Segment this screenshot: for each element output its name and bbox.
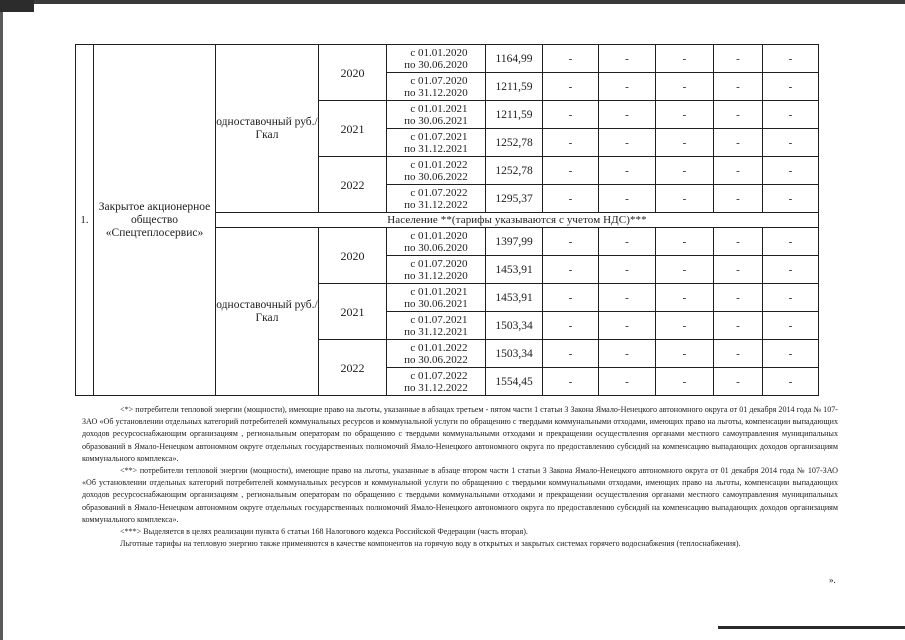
dash-cell: - (714, 312, 763, 340)
tariff-value: 1397,99 (486, 228, 543, 256)
period-to: по 30.06.2020 (404, 241, 468, 254)
period-cell (387, 284, 486, 312)
period-cell (387, 101, 486, 129)
tariff-value: 1503,34 (486, 312, 543, 340)
period-cell (387, 228, 486, 256)
period-to: по 31.12.2022 (404, 381, 468, 394)
period-to: по 30.06.2022 (404, 170, 468, 183)
dash-cell: - (714, 73, 763, 101)
dash-cell: - (763, 73, 819, 101)
tariff-unit: одноставочный руб./Гкал (216, 228, 319, 396)
dash-cell: - (656, 228, 714, 256)
tariff-value: 1295,37 (486, 185, 543, 213)
period-cell (387, 312, 486, 340)
period-to: по 31.12.2020 (404, 269, 468, 282)
tariff-table (75, 44, 819, 396)
dash-cell: - (763, 45, 819, 73)
dash-cell: - (714, 101, 763, 129)
dash-cell: - (599, 129, 656, 157)
period-from: с 01.01.2021 (410, 285, 468, 298)
table-row (76, 45, 819, 73)
dash-cell: - (543, 312, 599, 340)
period-from: с 01.07.2021 (410, 313, 468, 326)
tariff-unit: одноставочный руб./Гкал (216, 45, 319, 213)
tariff-value: 1503,34 (486, 340, 543, 368)
tariff-value: 1453,91 (486, 284, 543, 312)
dash-cell: - (763, 312, 819, 340)
scan-corner-mark (0, 0, 34, 12)
period-from: с 01.07.2020 (410, 257, 468, 270)
tariff-table-body (76, 45, 819, 396)
scan-bottom-mark (718, 626, 905, 629)
dash-cell: - (543, 284, 599, 312)
dash-cell: - (599, 312, 656, 340)
period-cell (387, 129, 486, 157)
dash-cell: - (763, 101, 819, 129)
tariff-value: 1164,99 (486, 45, 543, 73)
period-from: с 01.01.2022 (410, 158, 468, 171)
footnote-1: <*> потребители тепловой энергии (мощности), имеющие право на льготы, указанные в абзацах третьем - пятом части 1 статьи 3 Закона Ямало-Ненецкого автономного округа от 01 декабря 2014 года № 107-ЗАО «Об установлении отдельных категорий потребителей коммунальных ресурсов и коммунальной услуги по обращению с твердыми коммунальными отходами, имеющих право на льготы, компенсации выпадающих доходов ресурсоснабжающим организациям , региональным операторам по обращению с твердыми коммунальными отходами и прекращении осуществления органами местного самоуправления муниципальных образований в Ямало-Ненецком автономном округе отдельных государственных полномочий Ямало-Ненецкого автономного округа по предоставлению субсидий на компенсацию выпадающих доходов организациям коммунального комплекса». (82, 405, 838, 463)
period-cell (387, 340, 486, 368)
dash-cell: - (656, 340, 714, 368)
year-cell: 2022 (319, 157, 387, 213)
dash-cell: - (599, 101, 656, 129)
period-to: по 30.06.2021 (404, 114, 468, 127)
dash-cell: - (656, 157, 714, 185)
period-cell (387, 73, 486, 101)
period-to: по 30.06.2020 (404, 58, 468, 71)
dash-cell: - (543, 228, 599, 256)
dash-cell: - (599, 157, 656, 185)
dash-cell: - (656, 129, 714, 157)
organization-name: Закрытое акционерное общество «Спецтеплосервис» (94, 45, 216, 396)
period-to: по 31.12.2021 (404, 325, 468, 338)
period-cell (387, 256, 486, 284)
scan-left-edge (0, 0, 3, 640)
dash-cell: - (543, 368, 599, 396)
dash-cell: - (656, 284, 714, 312)
period-to: по 30.06.2021 (404, 297, 468, 310)
dash-cell: - (763, 228, 819, 256)
tariff-value: 1252,78 (486, 157, 543, 185)
dash-cell: - (714, 256, 763, 284)
footnote-2: <**> потребители тепловой энергии (мощности), имеющие право на льготы, указанные в абзаце втором части 1 статьи 3 Закона Ямало-Ненецкого автономного округа от 01 декабря 2014 года № 107-ЗАО «Об установлении отдельных категорий потребителей коммунальных ресурсов и коммунальной услуги по обращению с твердыми коммунальными отходами, имеющих право на льготы, компенсации выпадающих доходов ресурсоснабжающим организациям , региональным операторам по обращению с твердыми коммунальными отходами и прекращении осуществления органами местного самоуправления муниципальных образований в Ямало-Ненецком автономном округе отдельных государственных полномочий Ямало-Ненецкого автономного округа по предоставлению субсидий на компенсацию выпадающих доходов организациям коммунального комплекса». (82, 466, 838, 524)
dash-cell: - (656, 368, 714, 396)
dash-cell: - (763, 368, 819, 396)
population-header: Население **(тарифы указываются с учетом НДС)*** (216, 213, 819, 228)
dash-cell: - (599, 228, 656, 256)
period-from: с 01.07.2022 (410, 186, 468, 199)
year-cell: 2020 (319, 45, 387, 101)
period-to: по 31.12.2020 (404, 86, 468, 99)
period-from: с 01.07.2021 (410, 130, 468, 143)
tariff-value: 1211,59 (486, 73, 543, 101)
footnote-3: <***> Выделяется в целях реализации пункта 6 статьи 168 Налогового кодекса Российской Федерации (часть вторая). (120, 527, 528, 537)
dash-cell: - (656, 45, 714, 73)
year-cell: 2022 (319, 340, 387, 396)
tariff-value: 1252,78 (486, 129, 543, 157)
dash-cell: - (714, 185, 763, 213)
dash-cell: - (543, 129, 599, 157)
dash-cell: - (656, 101, 714, 129)
dash-cell: - (714, 45, 763, 73)
period-from: с 01.01.2022 (410, 341, 468, 354)
period-from: с 01.01.2021 (410, 102, 468, 115)
dash-cell: - (656, 256, 714, 284)
dash-cell: - (763, 256, 819, 284)
dash-cell: - (599, 256, 656, 284)
tariff-value: 1453,91 (486, 256, 543, 284)
dash-cell: - (543, 45, 599, 73)
scan-top-edge (0, 0, 905, 4)
dash-cell: - (656, 312, 714, 340)
dash-cell: - (714, 284, 763, 312)
period-from: с 01.01.2020 (410, 229, 468, 242)
dash-cell: - (656, 185, 714, 213)
row-number: 1. (76, 45, 94, 396)
period-cell (387, 368, 486, 396)
dash-cell: - (543, 340, 599, 368)
dash-cell: - (763, 185, 819, 213)
dash-cell: - (714, 157, 763, 185)
dash-cell: - (763, 157, 819, 185)
dash-cell: - (599, 45, 656, 73)
dash-cell: - (543, 157, 599, 185)
period-to: по 30.06.2022 (404, 353, 468, 366)
dash-cell: - (656, 73, 714, 101)
period-cell (387, 157, 486, 185)
dash-cell: - (599, 284, 656, 312)
dash-cell: - (714, 228, 763, 256)
dash-cell: - (543, 73, 599, 101)
year-cell: 2021 (319, 284, 387, 340)
year-cell: 2020 (319, 228, 387, 284)
footnote-4: Льготные тарифы на тепловую энергию также применяются в качестве компонентов на горячую воду в открытых и закрытых системах горячего водоснабжения (теплоснабжения). (120, 539, 741, 549)
dash-cell: - (714, 368, 763, 396)
dash-cell: - (599, 368, 656, 396)
dash-cell: - (763, 340, 819, 368)
period-from: с 01.07.2020 (410, 74, 468, 87)
dash-cell: - (714, 340, 763, 368)
period-from: с 01.01.2020 (410, 46, 468, 59)
period-cell (387, 45, 486, 73)
footnotes (82, 404, 838, 585)
period-cell (387, 185, 486, 213)
dash-cell: - (714, 129, 763, 157)
dash-cell: - (763, 129, 819, 157)
period-to: по 31.12.2022 (404, 198, 468, 211)
dash-cell: - (599, 185, 656, 213)
dash-cell: - (599, 340, 656, 368)
closing-mark: ». (829, 575, 836, 585)
dash-cell: - (543, 101, 599, 129)
tariff-value: 1554,45 (486, 368, 543, 396)
dash-cell: - (763, 284, 819, 312)
dash-cell: - (599, 73, 656, 101)
tariff-value: 1211,59 (486, 101, 543, 129)
dash-cell: - (543, 185, 599, 213)
dash-cell: - (543, 256, 599, 284)
period-to: по 31.12.2021 (404, 142, 468, 155)
period-from: с 01.07.2022 (410, 369, 468, 382)
year-cell: 2021 (319, 101, 387, 157)
